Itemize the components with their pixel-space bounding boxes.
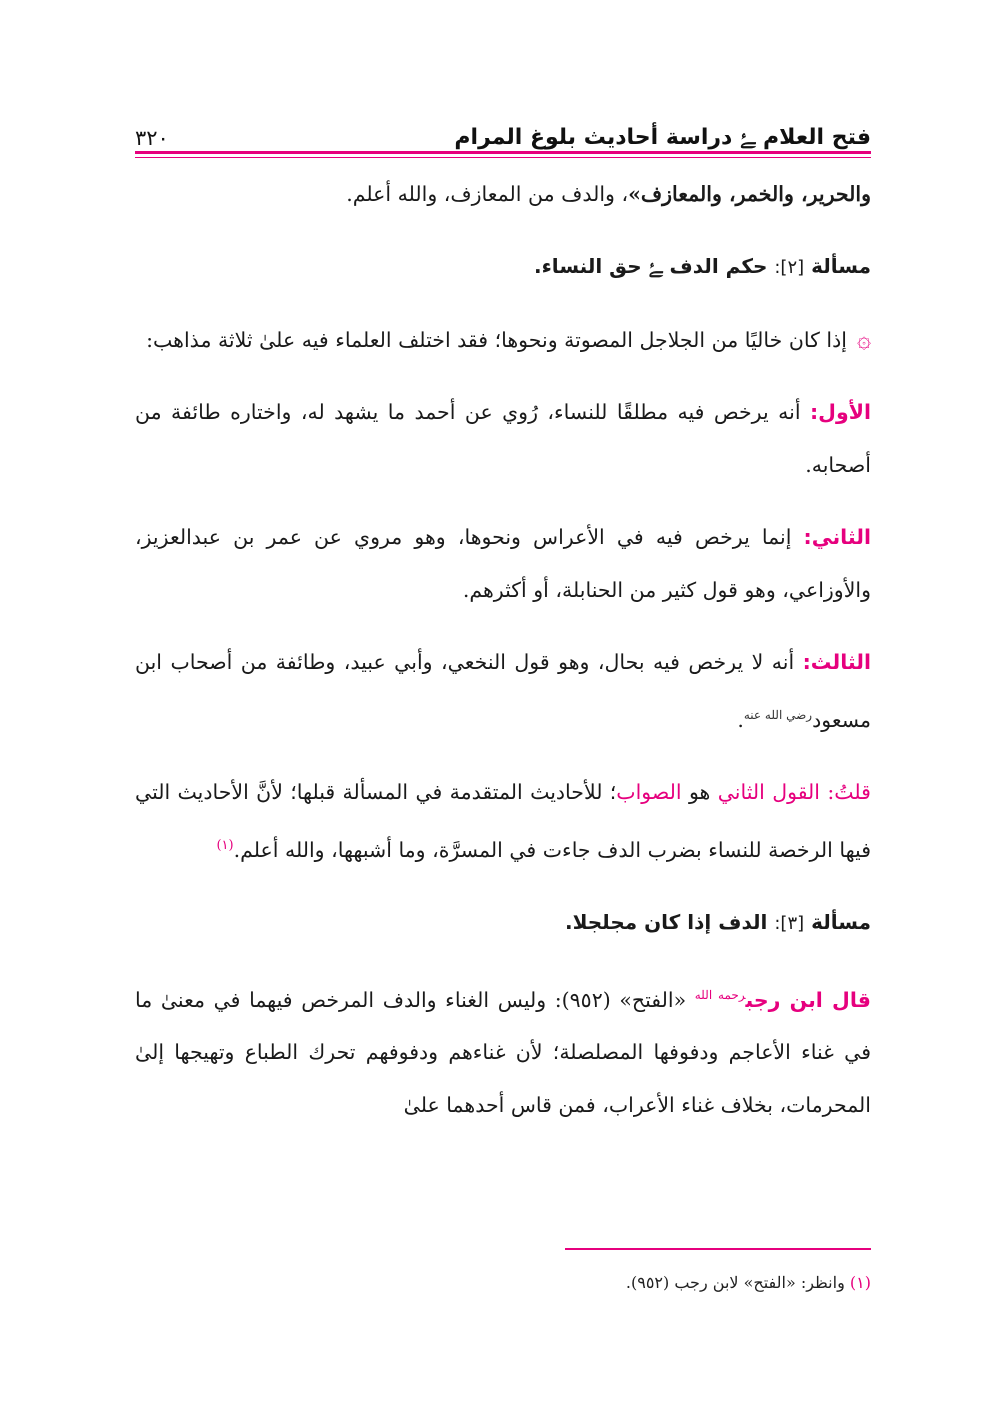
section-heading-3	[135, 896, 871, 950]
ornament-star-icon: ۞	[856, 325, 871, 353]
header-rule-thick	[135, 151, 871, 154]
paragraph-opinion-3	[135, 636, 871, 747]
main-text	[135, 168, 871, 1151]
honorific-radiya: رضي الله عنه	[743, 708, 813, 722]
footnote-number: (١)	[849, 1273, 871, 1292]
paragraph-opinion-2	[135, 511, 871, 617]
heading-3-number: [٣]:	[774, 912, 805, 934]
heading-3-label: مسألة	[811, 909, 871, 934]
paragraph-1	[135, 168, 871, 221]
footnote-text: وانظر: «الفتح» لابن رجب (٩٥٢).	[625, 1273, 845, 1292]
p1-rest: ، والدف من المعازف، والله أعلم.	[346, 182, 629, 206]
opinion-1-label: الأول:	[809, 400, 871, 424]
conclusion-huwa: هو	[688, 779, 711, 804]
page-number: ٣٢٠	[135, 126, 169, 150]
conclusion-second-opinion: القول الثاني	[717, 779, 820, 804]
conclusion-sawab: الصواب	[616, 779, 682, 804]
paragraph-conclusion	[135, 766, 871, 877]
footnote-separator	[565, 1248, 871, 1250]
heading-2-label: مسألة	[811, 254, 871, 278]
opinion-2-label: الثاني:	[803, 525, 871, 549]
opinion-3-label: الثالث:	[802, 650, 871, 674]
section-heading-2	[135, 240, 871, 294]
paragraph-ibn-rajab	[135, 969, 871, 1133]
opinion-3-end: .	[737, 707, 744, 732]
ibn-rajab-label: قال ابن رجب	[745, 987, 871, 1012]
opinion-2-text: إنما يرخص فيه في الأعراس ونحوها، وهو مروي عن عمر بن عبدالعزيز، والأوزاعي، وهو قول كثير من الحنابلة، أو أكثرهم.	[135, 525, 871, 602]
conclusion-qultu: قلتُ:	[827, 779, 871, 804]
p2-text: إذا كان خاليًا من الجلاجل المصوتة ونحوها؛ فقد اختلف العلماء فيه علىٰ ثلاثة مذاهب:	[146, 328, 847, 352]
opinion-3-text: أنه لا يرخص فيه بحال، وهو قول النخعي، وأبي عبيد، وطائفة من أصحاب ابن مسعود	[135, 650, 871, 732]
paragraph-opinion-1	[135, 386, 871, 492]
paragraph-2	[135, 313, 871, 367]
running-title: فتح العلام ﮱ دراسة أحاديث بلوغ المرام	[454, 125, 871, 150]
heading-3-title: الدف إذا كان مجلجلا.	[564, 909, 768, 934]
opinion-1-text: أنه يرخص فيه مطلقًا للنساء، رُوي عن أحمد ما يشهد له، واختاره طائفة من أصحابه.	[135, 400, 871, 477]
conclusion-text: ؛ للأحاديث المتقدمة في المسألة قبلها؛ لأنَّ الأحاديث التي فيها الرخصة للنساء بضرب الدف جاءت في المسرَّة، وما أشبهها، والله أعلم.	[135, 779, 871, 862]
page-header	[135, 110, 871, 150]
header-rule-thin	[135, 157, 871, 158]
heading-2-title: حكم الدف ﮱ حق النساء.	[533, 254, 768, 278]
heading-2-number: [٢]:	[774, 257, 805, 278]
ibn-rajab-text: «الفتح» (٩٥٢): وليس الغناء والدف المرخص فيهما في معنىٰ ما في غناء الأعاجم ودفوفها المصلصلة؛ لأن غناءهم ودفوفهم تحرك الطباع وتهيجها إلىٰ المحرمات، بخلاف غناء الأعراب، فمن قاس أحدهما علىٰ	[135, 987, 871, 1118]
p1-bold: والحرير، والخمر، والمعازف»	[628, 182, 871, 206]
footnote-ref[interactable]: (١)	[216, 837, 234, 853]
honorific-rahimahu: رحمه الله	[694, 987, 746, 1002]
footnote	[135, 1268, 871, 1298]
